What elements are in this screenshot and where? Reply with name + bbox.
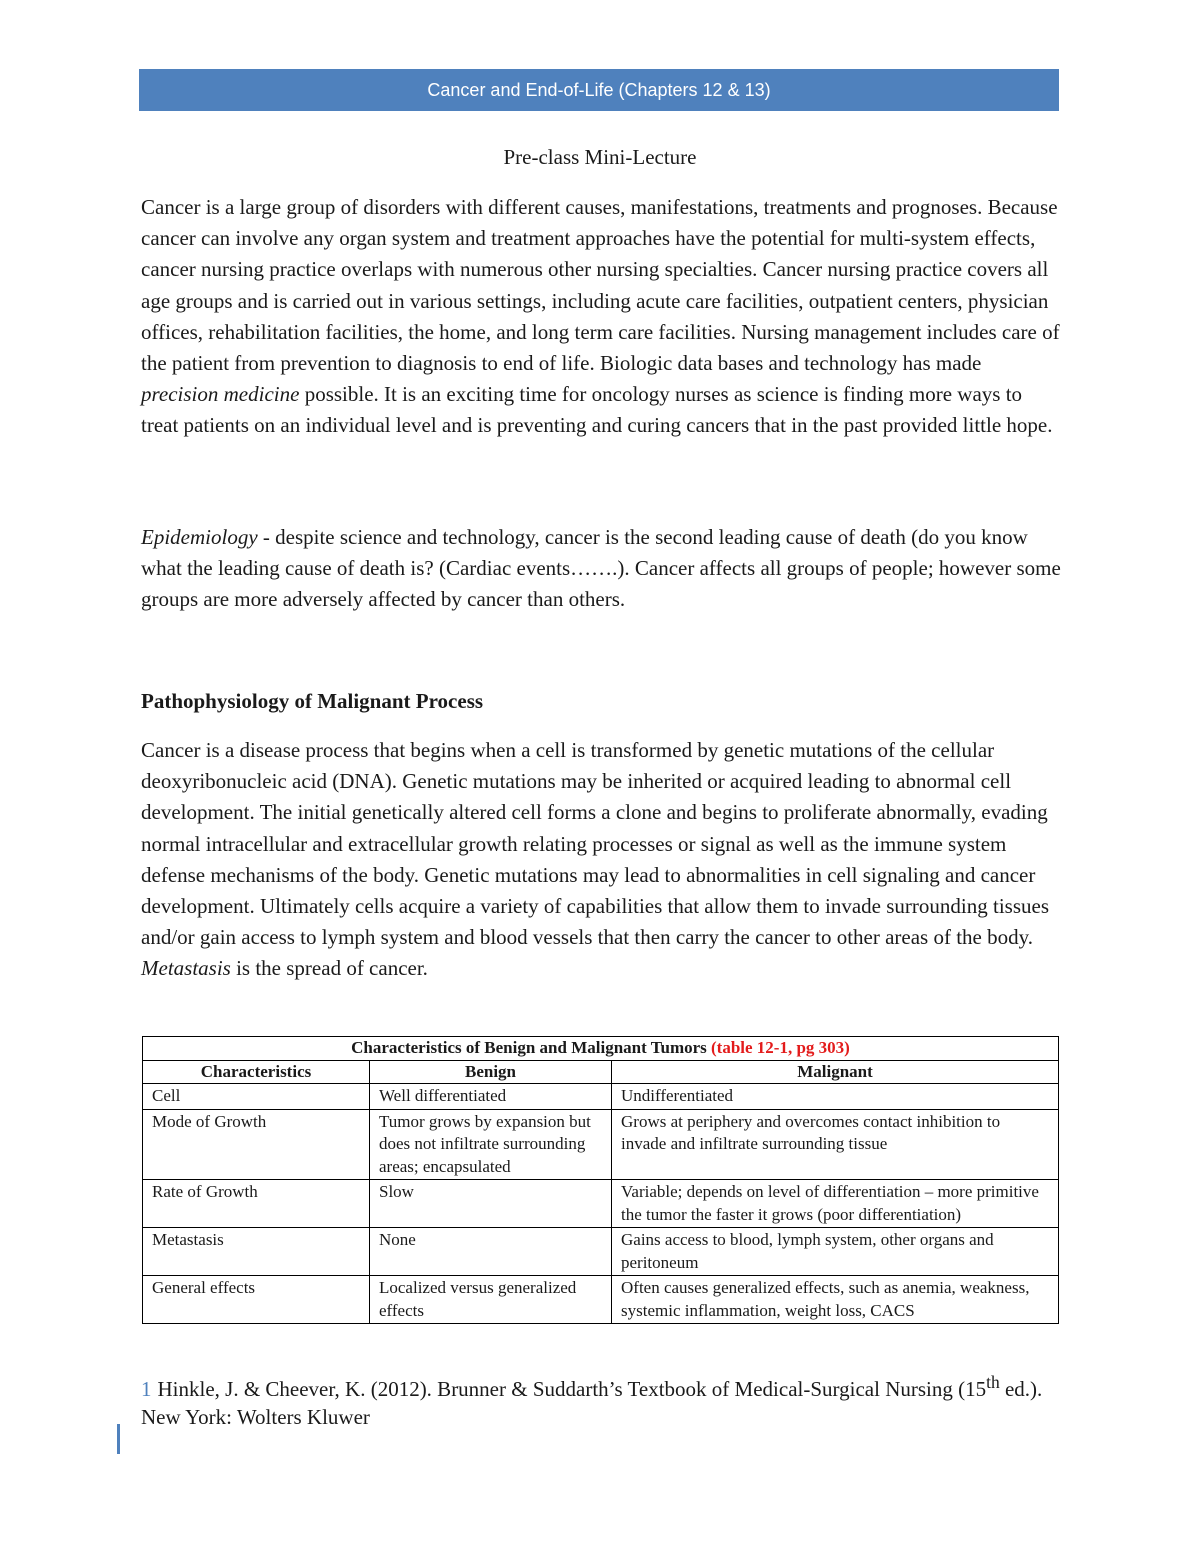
metastasis-emphasis: Metastasis bbox=[141, 956, 231, 981]
table-cell: Metastasis bbox=[143, 1228, 370, 1276]
tumor-characteristics-table bbox=[142, 1036, 1059, 1324]
footnote bbox=[141, 1368, 1071, 1431]
table-cell: Slow bbox=[370, 1180, 612, 1228]
table-row bbox=[143, 1084, 1059, 1110]
table-caption bbox=[143, 1037, 1059, 1061]
table-header-row bbox=[143, 1060, 1059, 1084]
footnote-text-2: ed.). New York: Wolters Kluwer bbox=[141, 1377, 1043, 1429]
table-cell: Localized versus generalized effects bbox=[370, 1276, 612, 1324]
header-title: Cancer and End-of-Life (Chapters 12 & 13) bbox=[427, 80, 771, 100]
table-cell: General effects bbox=[143, 1276, 370, 1324]
table-cell: Well differentiated bbox=[370, 1084, 612, 1110]
pathophysiology-text-1: Cancer is a disease process that begins when a cell is transformed by genetic mutations of the cellular deoxyribonucleic acid (DNA). Genetic mutations may be inherited or acquired leading to abnormal cell development. The initial genetically altered cell forms a clone and begins to proliferate abnormally, evading normal intracellular and extracellular growth relating processes or signal as well as the immune system defense mechanisms of the body. Genetic mutations may lead to abnormalities in cell signaling and cancer development. Ultimately cells acquire a variety of capabilities that allow them to invade surrounding tissues and/or gain access to lymph system and blood vessels that then carry the cancer to other areas of the body. bbox=[141, 738, 1049, 950]
table-cell: Variable; depends on level of differentiation – more primitive the tumor the faster it grows (poor differentiation) bbox=[612, 1180, 1059, 1228]
table-row bbox=[143, 1109, 1059, 1180]
intro-paragraph bbox=[141, 192, 1061, 442]
column-header: Characteristics bbox=[143, 1060, 370, 1084]
table-row bbox=[143, 1228, 1059, 1276]
header-bar bbox=[139, 69, 1059, 111]
intro-emphasis: precision medicine bbox=[141, 382, 300, 407]
pathophysiology-text-2: is the spread of cancer. bbox=[230, 956, 428, 981]
section-heading: Pathophysiology of Malignant Process bbox=[141, 689, 484, 713]
epidemiology-text: - despite science and technology, cancer is the second leading cause of death (do you know what the leading cause of death is? (Cardiac events…….). Cancer affects all groups of people; however some groups are more adversely affected by cancer than others. bbox=[141, 525, 1061, 612]
page-subtitle: Pre-class Mini-Lecture bbox=[503, 145, 697, 169]
epidemiology-paragraph bbox=[141, 522, 1061, 616]
footnote-number: 1 bbox=[141, 1377, 152, 1401]
intro-text-1: Cancer is a large group of disorders with different causes, manifestations, treatments and prognoses. Because cancer can involve any organ system and treatment approaches have the potential for multi-system effects, cancer nursing practice overlaps with numerous other nursing specialties. Cancer nursing practice covers all age groups and is carried out in various settings, including acute care facilities, outpatient centers, physician offices, rehabilitation facilities, the home, and long term care facilities. Nursing management includes care of the patient from prevention to diagnosis to end of life. Biologic data bases and technology has made bbox=[141, 195, 1060, 376]
table-cell: Often causes generalized effects, such as anemia, weakness, systemic inflammation, weight loss, CACS bbox=[612, 1276, 1059, 1324]
table-cell: Mode of Growth bbox=[143, 1109, 370, 1180]
table-caption-title: Characteristics of Benign and Malignant Tumors bbox=[351, 1038, 707, 1057]
epidemiology-term: Epidemiology bbox=[141, 525, 258, 549]
table-cell: Tumor grows by expansion but does not infiltrate surrounding areas; encapsulated bbox=[370, 1109, 612, 1180]
pathophysiology-paragraph bbox=[141, 735, 1061, 985]
table-cell: Rate of Growth bbox=[143, 1180, 370, 1228]
footnote-superscript: th bbox=[986, 1372, 1000, 1392]
table-cell: Gains access to blood, lymph system, other organs and peritoneum bbox=[612, 1228, 1059, 1276]
table-cell: None bbox=[370, 1228, 612, 1276]
table-caption-row bbox=[143, 1037, 1059, 1061]
column-header: Malignant bbox=[612, 1060, 1059, 1084]
text-cursor bbox=[117, 1424, 120, 1454]
table-cell: Undifferentiated bbox=[612, 1084, 1059, 1110]
intro-text-2: possible. It is an exciting time for oncology nurses as science is finding more ways to treat patients on an individual level and is preventing and curing cancers that in the past provided little hope. bbox=[141, 382, 1053, 438]
footnote-text-1: Hinkle, J. & Cheever, K. (2012). Brunner & Suddarth’s Textbook of Medical-Surgical Nursing (15 bbox=[157, 1377, 987, 1401]
table-caption-reference: (table 12-1, pg 303) bbox=[711, 1038, 850, 1057]
table-cell: Grows at periphery and overcomes contact inhibition to invade and infiltrate surrounding tissue bbox=[612, 1109, 1059, 1180]
table-row bbox=[143, 1276, 1059, 1324]
table-cell: Cell bbox=[143, 1084, 370, 1110]
table-row bbox=[143, 1180, 1059, 1228]
column-header: Benign bbox=[370, 1060, 612, 1084]
